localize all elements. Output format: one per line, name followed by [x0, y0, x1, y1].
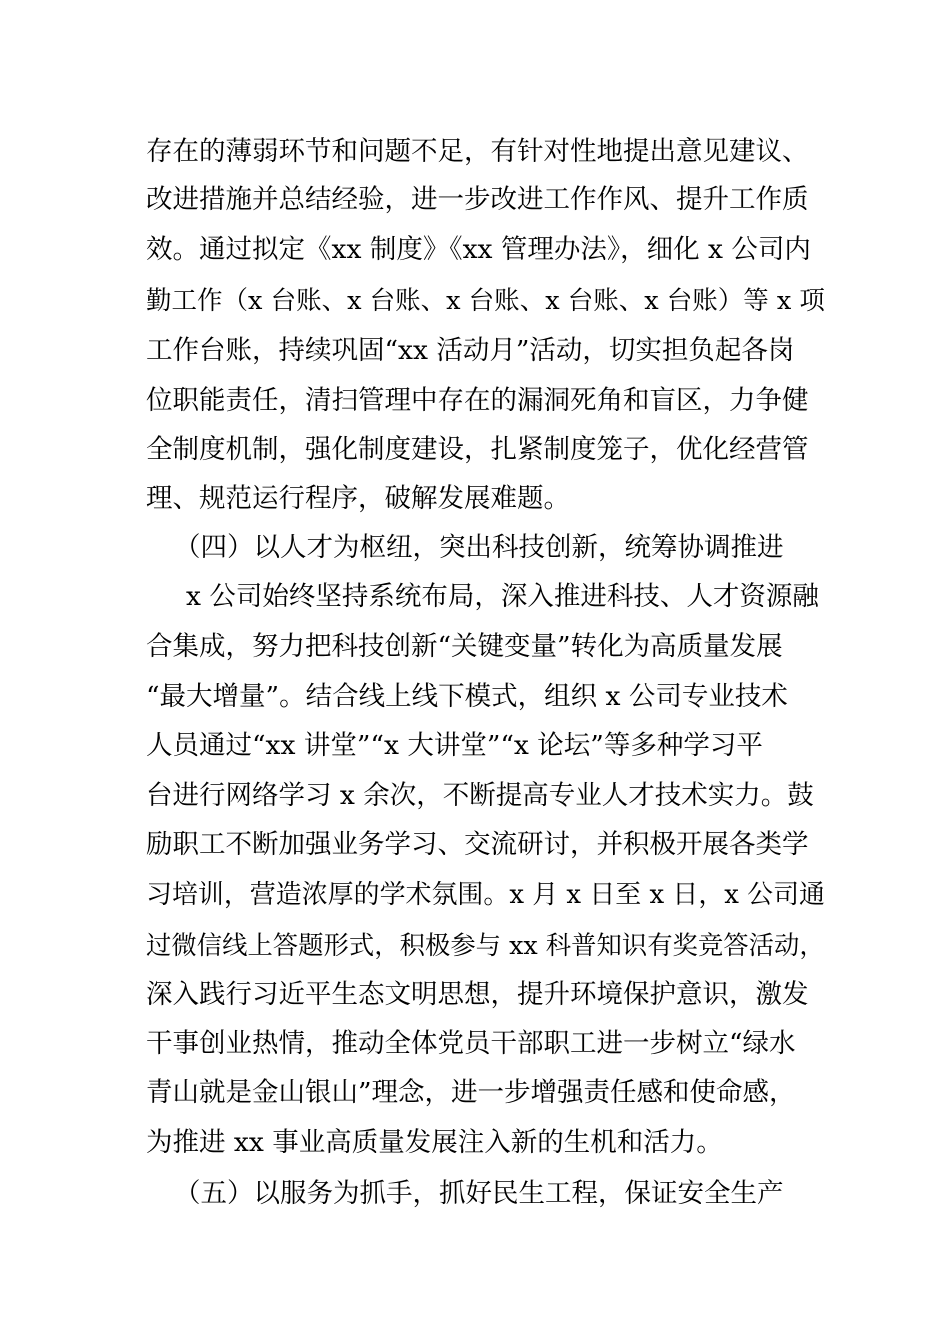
text-line: 合集成，努力把科技创新“关键变量”转化为高质量发展 [146, 631, 783, 662]
text-line: 为推进 xx 事业高质量发展注入新的生机和活力。 [146, 1127, 723, 1158]
text-line: 工作台账，持续巩固“xx 活动月”活动，切实担负起各岗 [146, 335, 795, 366]
text-line: 励职工不断加强业务学习、交流研讨，并积极开展各类学 [146, 829, 809, 860]
section-heading-4: （四）以人才为枢纽，突出科技创新，统筹协调推进 [174, 532, 784, 563]
text-line: 位职能责任，清扫管理中存在的漏洞死角和盲区，力争健 [146, 385, 809, 416]
text-line: 青山就是金山银山”理念，进一步增强责任感和使命感， [146, 1077, 796, 1108]
text-line: 过微信线上答题形式，积极参与 xx 科普知识有奖竞答活动， [146, 930, 825, 960]
text-line: 全制度机制，强化制度建设，扎紧制度笼子，优化经营管 [146, 434, 809, 465]
text-line: 存在的薄弱环节和问题不足，有针对性地提出意见建议、 [146, 136, 809, 167]
text-line: x 公司始终坚持系统布局，深入推进科技、人才资源融 [186, 581, 819, 612]
text-line: “最大增量”。结合线上线下模式，组织 x 公司专业技术 [146, 681, 788, 712]
text-line: 人员通过“xx 讲堂”“x 大讲堂”“x 论坛”等多种学习平 [146, 730, 763, 761]
text-line: 深入践行习近平生态文明思想，提升环境保护意识，激发 [146, 979, 809, 1010]
text-line: 干事创业热情，推动全体党员干部职工进一步树立“绿水 [146, 1028, 796, 1059]
text-line: 改进措施并总结经验，进一步改进工作作风、提升工作质 [146, 184, 809, 215]
text-line: 勤工作（x 台账、x 台账、x 台账、x 台账、x 台账）等 x 项 [146, 286, 825, 316]
section-heading-5: （五）以服务为抓手，抓好民生工程，保证安全生产 [174, 1178, 784, 1209]
text-line: 效。通过拟定《xx 制度》《xx 管理办法》，细化 x 公司内 [146, 234, 811, 265]
text-line: 习培训，营造浓厚的学术氛围。x 月 x 日至 x 日，x 公司通 [146, 880, 826, 910]
text-line: 理、规范运行程序，破解发展难题。 [146, 483, 570, 514]
text-line: 台进行网络学习 x 余次，不断提高专业人才技术实力。鼓 [146, 780, 814, 811]
